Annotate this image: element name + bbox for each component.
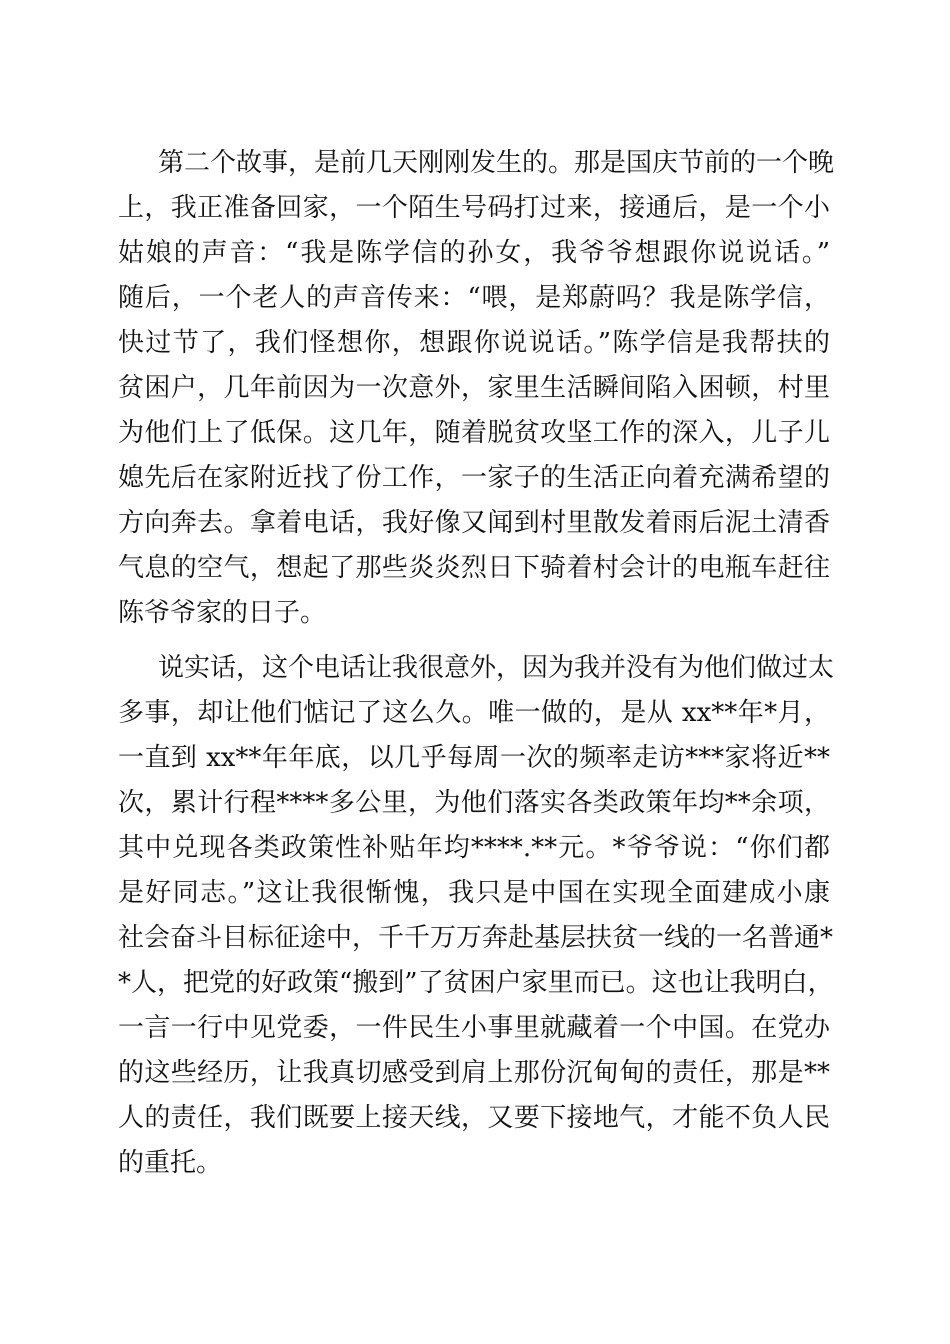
paragraph-line: 的这些经历，让我真切感受到肩上那份沉甸甸的责任，那是** (118, 1058, 830, 1088)
paragraph-2 (118, 646, 835, 1186)
paragraph-line: 的重托。 (118, 1148, 223, 1178)
paragraph-line: 快过节了，我们怪想你，想跟你说说话。”陈学信是我帮扶的 (118, 328, 830, 358)
paragraph-line: 贫困户，几年前因为一次意外，家里生活瞬间陷入困顿，村里 (118, 373, 830, 403)
paragraph-line: *人，把党的好政策“搬到”了贫困户家里而已。这也让我明白， (118, 968, 834, 998)
paragraph-line: 气息的空气，想起了那些炎炎烈日下骑着村会计的电瓶车赶往 (118, 553, 830, 583)
paragraph-1 (118, 141, 835, 636)
paragraph-line: 社会奋斗目标征途中，千千万万奔赴基层扶贫一线的一名普通* (118, 923, 834, 953)
paragraph-line: 其中兑现各类政策性补贴年均****.**元。*爷爷说：“你们都 (118, 833, 830, 863)
paragraph-line: 次，累计行程****多公里，为他们落实各类政策年均**余项， (118, 788, 830, 818)
paragraph-line: 方向奔去。拿着电话，我好像又闻到村里散发着雨后泥土清香 (118, 508, 830, 538)
document-body (118, 141, 835, 1186)
paragraph-line: 多事，却让他们惦记了这么久。唯一做的，是从 xx**年*月， (118, 698, 830, 728)
paragraph-line: 人的责任，我们既要上接天线，又要下接地气，才能不负人民 (118, 1103, 830, 1133)
paragraph-line: 一直到 xx**年年底，以几乎每周一次的频率走访***家将近** (118, 743, 830, 773)
paragraph-gap (118, 636, 830, 646)
paragraph-line: 是好同志。”这让我很惭愧，我只是中国在实现全面建成小康 (118, 878, 830, 908)
paragraph-line: 随后，一个老人的声音传来：“喂，是郑蔚吗？我是陈学信， (118, 283, 830, 313)
paragraph-line: 媳先后在家附近找了份工作，一家子的生活正向着充满希望的 (118, 463, 830, 493)
paragraph-line: 姑娘的声音：“我是陈学信的孙女，我爷爷想跟你说说话。” (118, 238, 830, 268)
paragraph-line: 陈爷爷家的日子。 (118, 598, 327, 628)
paragraph-line: 一言一行中见党委，一件民生小事里就藏着一个中国。在党办 (118, 1013, 830, 1043)
paragraph-line: 为他们上了低保。这几年，随着脱贫攻坚工作的深入，儿子儿 (118, 418, 830, 448)
paragraph-line: 第二个故事，是前几天刚刚发生的。那是国庆节前的一个晚 (158, 148, 835, 178)
paragraph-line: 上，我正准备回家，一个陌生号码打过来，接通后，是一个小 (118, 193, 830, 223)
paragraph-line: 说实话，这个电话让我很意外，因为我并没有为他们做过太 (158, 653, 835, 683)
